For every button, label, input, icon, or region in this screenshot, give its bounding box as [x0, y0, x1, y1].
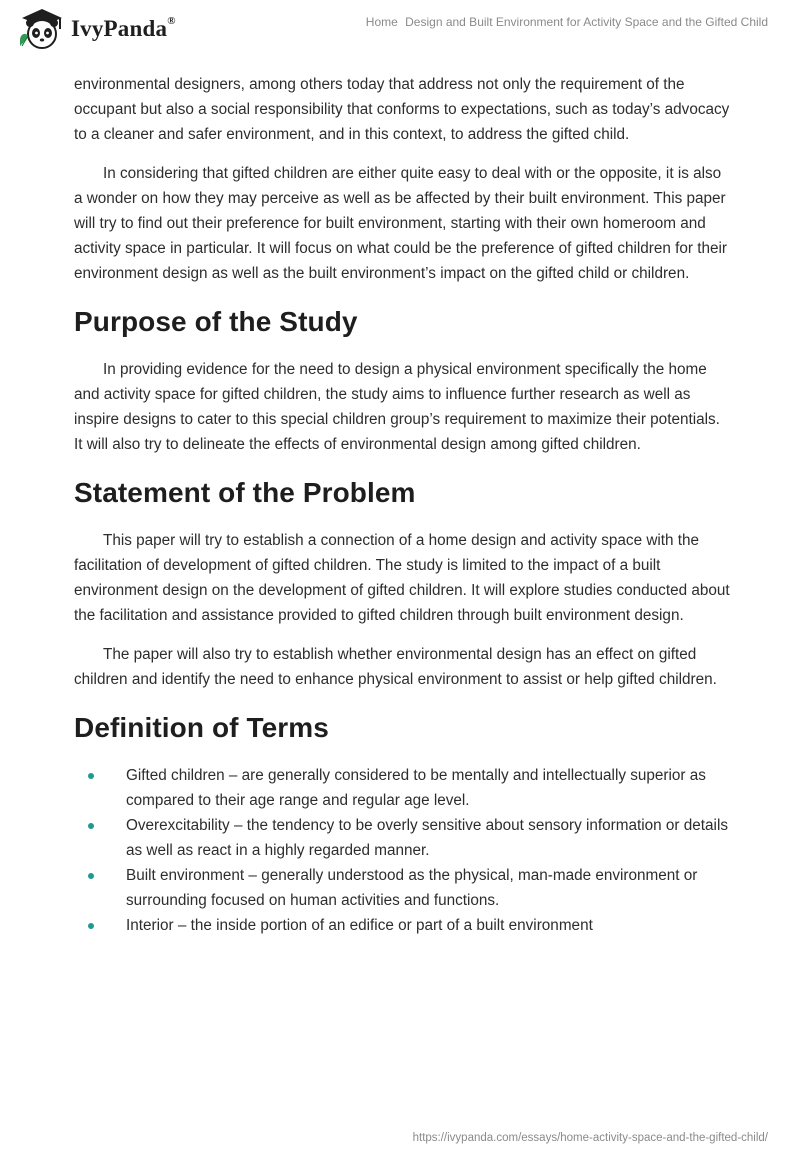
terms-list	[74, 763, 730, 938]
heading-problem: Statement of the Problem	[74, 477, 416, 508]
essay-content	[74, 72, 730, 938]
bullet-icon	[88, 923, 94, 929]
breadcrumb	[366, 15, 768, 29]
site-logo[interactable]	[14, 6, 176, 50]
paragraph-preference: In considering that gifted children are either quite easy to deal with or the opposite, it is also a wonder on how they may perceive as well as be affected by their built environment. This paper will try to find out their preference for built environment, starting with their own homeroom and activity space in particular. It will focus on what could be the preference of gifted children for their environment design as well as the built environment’s impact on the gifted child or children.	[74, 165, 728, 282]
list-item: Gifted children – are generally considered to be mentally and intellectually superior as compared to their age range and regular age level.	[74, 763, 730, 813]
list-item: Built environment – generally understood as the physical, man-made environment or surrounding focused on human activities and functions.	[74, 863, 730, 913]
heading-purpose: Purpose of the Study	[74, 306, 358, 337]
paragraph-continued: environmental designers, among others today that address not only the requirement of the occupant but also a social responsibility that conforms to expectations, such as today’s advocacy to a cleaner and safer environment, and in this context, to address the gifted child.	[74, 76, 730, 143]
paragraph-purpose: In providing evidence for the need to design a physical environment specifically the home and activity space for gifted children, the study aims to influence further research as well as inspire designs to cater to this special children group’s requirement to maximize their potentials. It will also try to delineate the effects of environmental design among gifted children.	[74, 361, 720, 453]
page-header	[0, 0, 800, 62]
paragraph-problem-1: This paper will try to establish a connection of a home design and activity space with the facilitation of development of gifted children. The study is limited to the impact of a built environment design on the development of gifted children. It will explore studies conducted about the facilitation and assistance provided to gifted children through built environment design.	[74, 532, 730, 624]
paragraph-problem-2: The paper will also try to establish whether environmental design has an effect on gifted children and identify the need to enhance physical environment to assist or help gifted children.	[74, 646, 717, 688]
breadcrumb-current-title: Design and Built Environment for Activity Space and the Gifted Child	[405, 15, 768, 29]
list-item: Overexcitability – the tendency to be overly sensitive about sensory information or details as well as react in a highly regarded manner.	[74, 813, 730, 863]
bullet-icon	[88, 823, 94, 829]
logo-text: IvyPanda®	[71, 15, 176, 41]
footer-source-url[interactable]: https://ivypanda.com/essays/home-activity-space-and-the-gifted-child/	[412, 1132, 768, 1144]
bullet-icon	[88, 873, 94, 879]
breadcrumb-home-link[interactable]: Home	[365, 15, 398, 29]
bullet-icon	[88, 773, 94, 779]
panda-logo-icon	[14, 6, 66, 50]
heading-definition: Definition of Terms	[74, 712, 329, 743]
list-item: Interior – the inside portion of an edifice or part of a built environment	[74, 913, 730, 938]
